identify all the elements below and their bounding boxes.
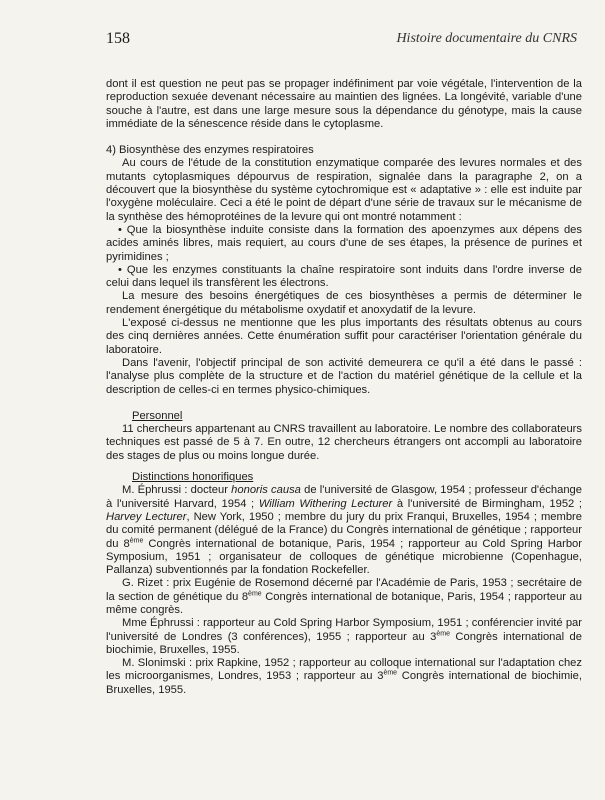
bullet-item-1: • Que la biosynthèse induite consiste dans la formation des apoenzymes aux dépens des acides aminés libres, mais requiert, au cours d'une de ses étapes, la présence de purines et pyrimidines ; bbox=[106, 223, 582, 263]
distinction-ephrussi: M. Éphrussi : docteur honoris causa de l'université de Glasgow, 1954 ; professeur d'échange à l'université Harvard, 1954 ; William Withering Lecturer à l'université de Birmingham, 1952 ; Harvey Lecturer, New York, 1950 ; membre du jury du prix Franqui, Bruxelles, 1954 ; membre du comité permanent (délégué de la France) du Congrès international de génétique ; rapporteur du 8ème Congrès international de botanique, Paris, 1954 ; rapporteur au Cold Spring Harbor Symposium, 1951 ; organisateur de colloques de génétique microbienne (Copenhague, Pallanza) subventionnés par la fondation Rockefeller. bbox=[106, 484, 583, 577]
distinctions-heading: Distinctions honorifiques bbox=[132, 471, 254, 484]
section-4-paragraph-4: Dans l'avenir, l'objectif principal de son activité demeurera ce qu'il a été dans le passé : l'analyse plus complète de la structure et de l'action du matériel génétique de la cellule et la description de celles-ci en termes physico-chimiques. bbox=[106, 356, 582, 396]
section-4-paragraph-2: La mesure des besoins énergétiques de ces biosynthèses a permis de déterminer le rendement énergétique du métabolisme oxydatif et anoxydatif de la levure. bbox=[106, 290, 582, 316]
bullet-item-2: • Que les enzymes constituants la chaîne respiratoire sont induits dans l'ordre inverse de celui dans lequel ils transfèrent les électrons. bbox=[106, 263, 582, 290]
running-title: Histoire documentaire du CNRS bbox=[396, 31, 577, 46]
page-body bbox=[106, 78, 582, 697]
page-header bbox=[106, 30, 577, 52]
distinction-slonimski: M. Slonimski : prix Rapkine, 1952 ; rapporteur au colloque international sur l'adaptation chez les microorganismes, Londres, 1953 ; rapporteur au 3ème Congrès international de biochimie, Bruxelles, 1955. bbox=[106, 657, 582, 696]
distinction-mme-ephrussi: Mme Éphrussi : rapporteur au Cold Spring Harbor Symposium, 1951 ; conférencier invité par l'université de Londres (3 conférences), 1955 ; rapporteur au 3ème Congrès international de biochimie, Bruxelles, 1955. bbox=[106, 617, 582, 656]
page-number: 158 bbox=[106, 30, 130, 47]
personnel-heading: Personnel bbox=[132, 409, 183, 422]
intro-paragraph: dont il est question ne peut pas se propager indéfiniment par voie végétale, l'intervention de la reproduction sexuée devenant nécessaire au maintien des lignées. La longévité, variable d'une souche à l'autre, est dans une large mesure sous la dépendance du génotype, mais la cause immédiate de la sénescence réside dans le cytoplasme. bbox=[106, 78, 582, 130]
section-4-heading: 4) Biosynthèse des enzymes respiratoires bbox=[106, 144, 314, 157]
section-4-paragraph-3: L'exposé ci-dessus ne mentionne que les plus importants des résultats obtenus au cours des cinq dernières années. Cette énumération suffit pour caractériser l'orientation générale du laboratoire. bbox=[106, 317, 582, 356]
distinction-rizet: G. Rizet : prix Eugénie de Rosemond décerné par l'Académie de Paris, 1953 ; secrétaire de la section de génétique du 8ème Congrès international de botanique, Paris, 1954 ; rapporteur au même congrès. bbox=[106, 577, 582, 616]
personnel-paragraph: 11 chercheurs appartenant au CNRS travaillent au laboratoire. Le nombre des collaborateurs techniques est passé de 5 à 7. En outre, 12 chercheurs étrangers ont accompli au laboratoire des stages de plus ou moins longue durée. bbox=[106, 423, 582, 462]
section-4-paragraph-1: Au cours de l'étude de la constitution enzymatique comparée des levures normales et des mutants cytoplasmiques dépourvus de respiration, signalée dans la paragraphe 2, on a découvert que la biosynthèse du système cytochromique est « adaptative » : elle est induite par l'oxygène moléculaire. Ceci a été le point de départ d'une série de travaux sur le mécanisme de la synthèse des hémoprotéines de la levure qui ont montré notamment : bbox=[106, 157, 582, 223]
